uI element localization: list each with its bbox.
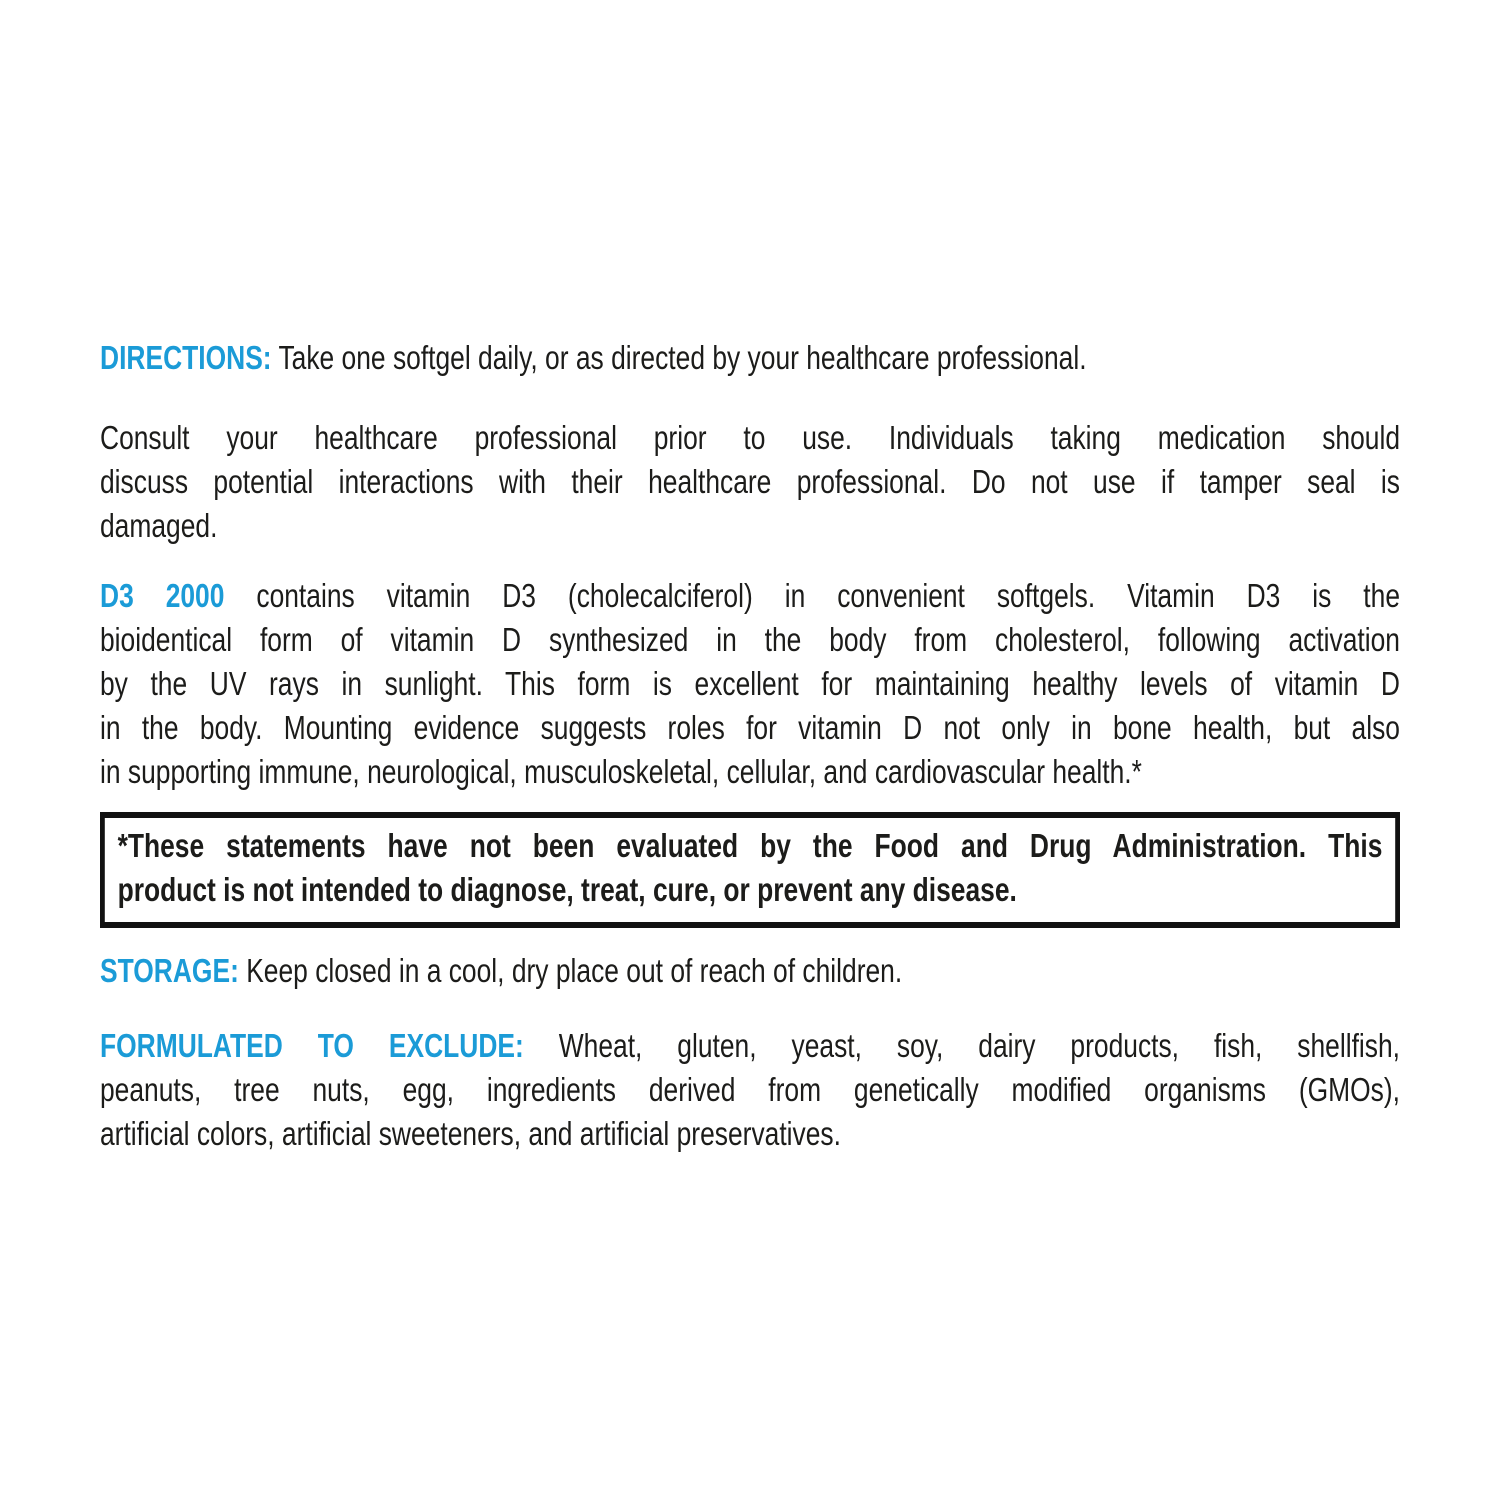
section-directions (100, 336, 1400, 380)
section-formulated-to-exclude (100, 1024, 1400, 1156)
formulated-to-exclude-line-2: peanuts, tree nuts, egg, ingredients derived from genetically modified organisms (GMOs), (100, 1071, 1400, 1108)
directions-heading: DIRECTIONS: (100, 339, 272, 376)
fda-disclaimer-line-2: product is not intended to diagnose, treat, cure, or prevent any disease. (117, 871, 1017, 908)
supplement-label-back-panel (100, 336, 1400, 1156)
description-line-4: in the body. Mounting evidence suggests roles for vitamin D not only in bone health, but also (100, 709, 1400, 746)
formulated-to-exclude-line-1: FORMULATED TO EXCLUDE: Wheat, gluten, yeast, soy, dairy products, fish, shellfish, (100, 1027, 1401, 1064)
description-line-3: by the UV rays in sunlight. This form is excellent for maintaining healthy levels of vitamin D (100, 665, 1400, 702)
storage-line-1: STORAGE: Keep closed in a cool, dry place out of reach of children. (100, 952, 903, 989)
precautions-line-2: discuss potential interactions with their healthcare professional. Do not use if tamper seal is (100, 463, 1400, 500)
precautions-line-3: damaged. (100, 507, 218, 544)
description-line-5: in supporting immune, neurological, musculoskeletal, cellular, and cardiovascular health.* (100, 753, 1142, 790)
section-precautions (100, 416, 1400, 548)
description-heading: D3 2000 (100, 577, 225, 614)
section-product-description (100, 574, 1400, 794)
description-line-2: bioidentical form of vitamin D synthesized in the body from cholesterol, following activation (100, 621, 1400, 658)
section-storage (100, 949, 1400, 993)
fda-disclaimer-line-1: *These statements have not been evaluated by the Food and Drug Administration. This (117, 827, 1383, 864)
formulated-to-exclude-line-3: artificial colors, artificial sweeteners, and artificial preservatives. (100, 1115, 841, 1152)
fda-disclaimer-box (100, 812, 1400, 928)
description-line-1: D3 2000 contains vitamin D3 (cholecalciferol) in convenient softgels. Vitamin D3 is the (100, 577, 1400, 614)
formulated-to-exclude-heading: FORMULATED TO EXCLUDE: (100, 1027, 524, 1064)
precautions-line-1: Consult your healthcare professional prior to use. Individuals taking medication should (100, 419, 1400, 456)
directions-line-1: DIRECTIONS: Take one softgel daily, or as directed by your healthcare professional. (100, 339, 1087, 376)
storage-heading: STORAGE: (100, 952, 239, 989)
